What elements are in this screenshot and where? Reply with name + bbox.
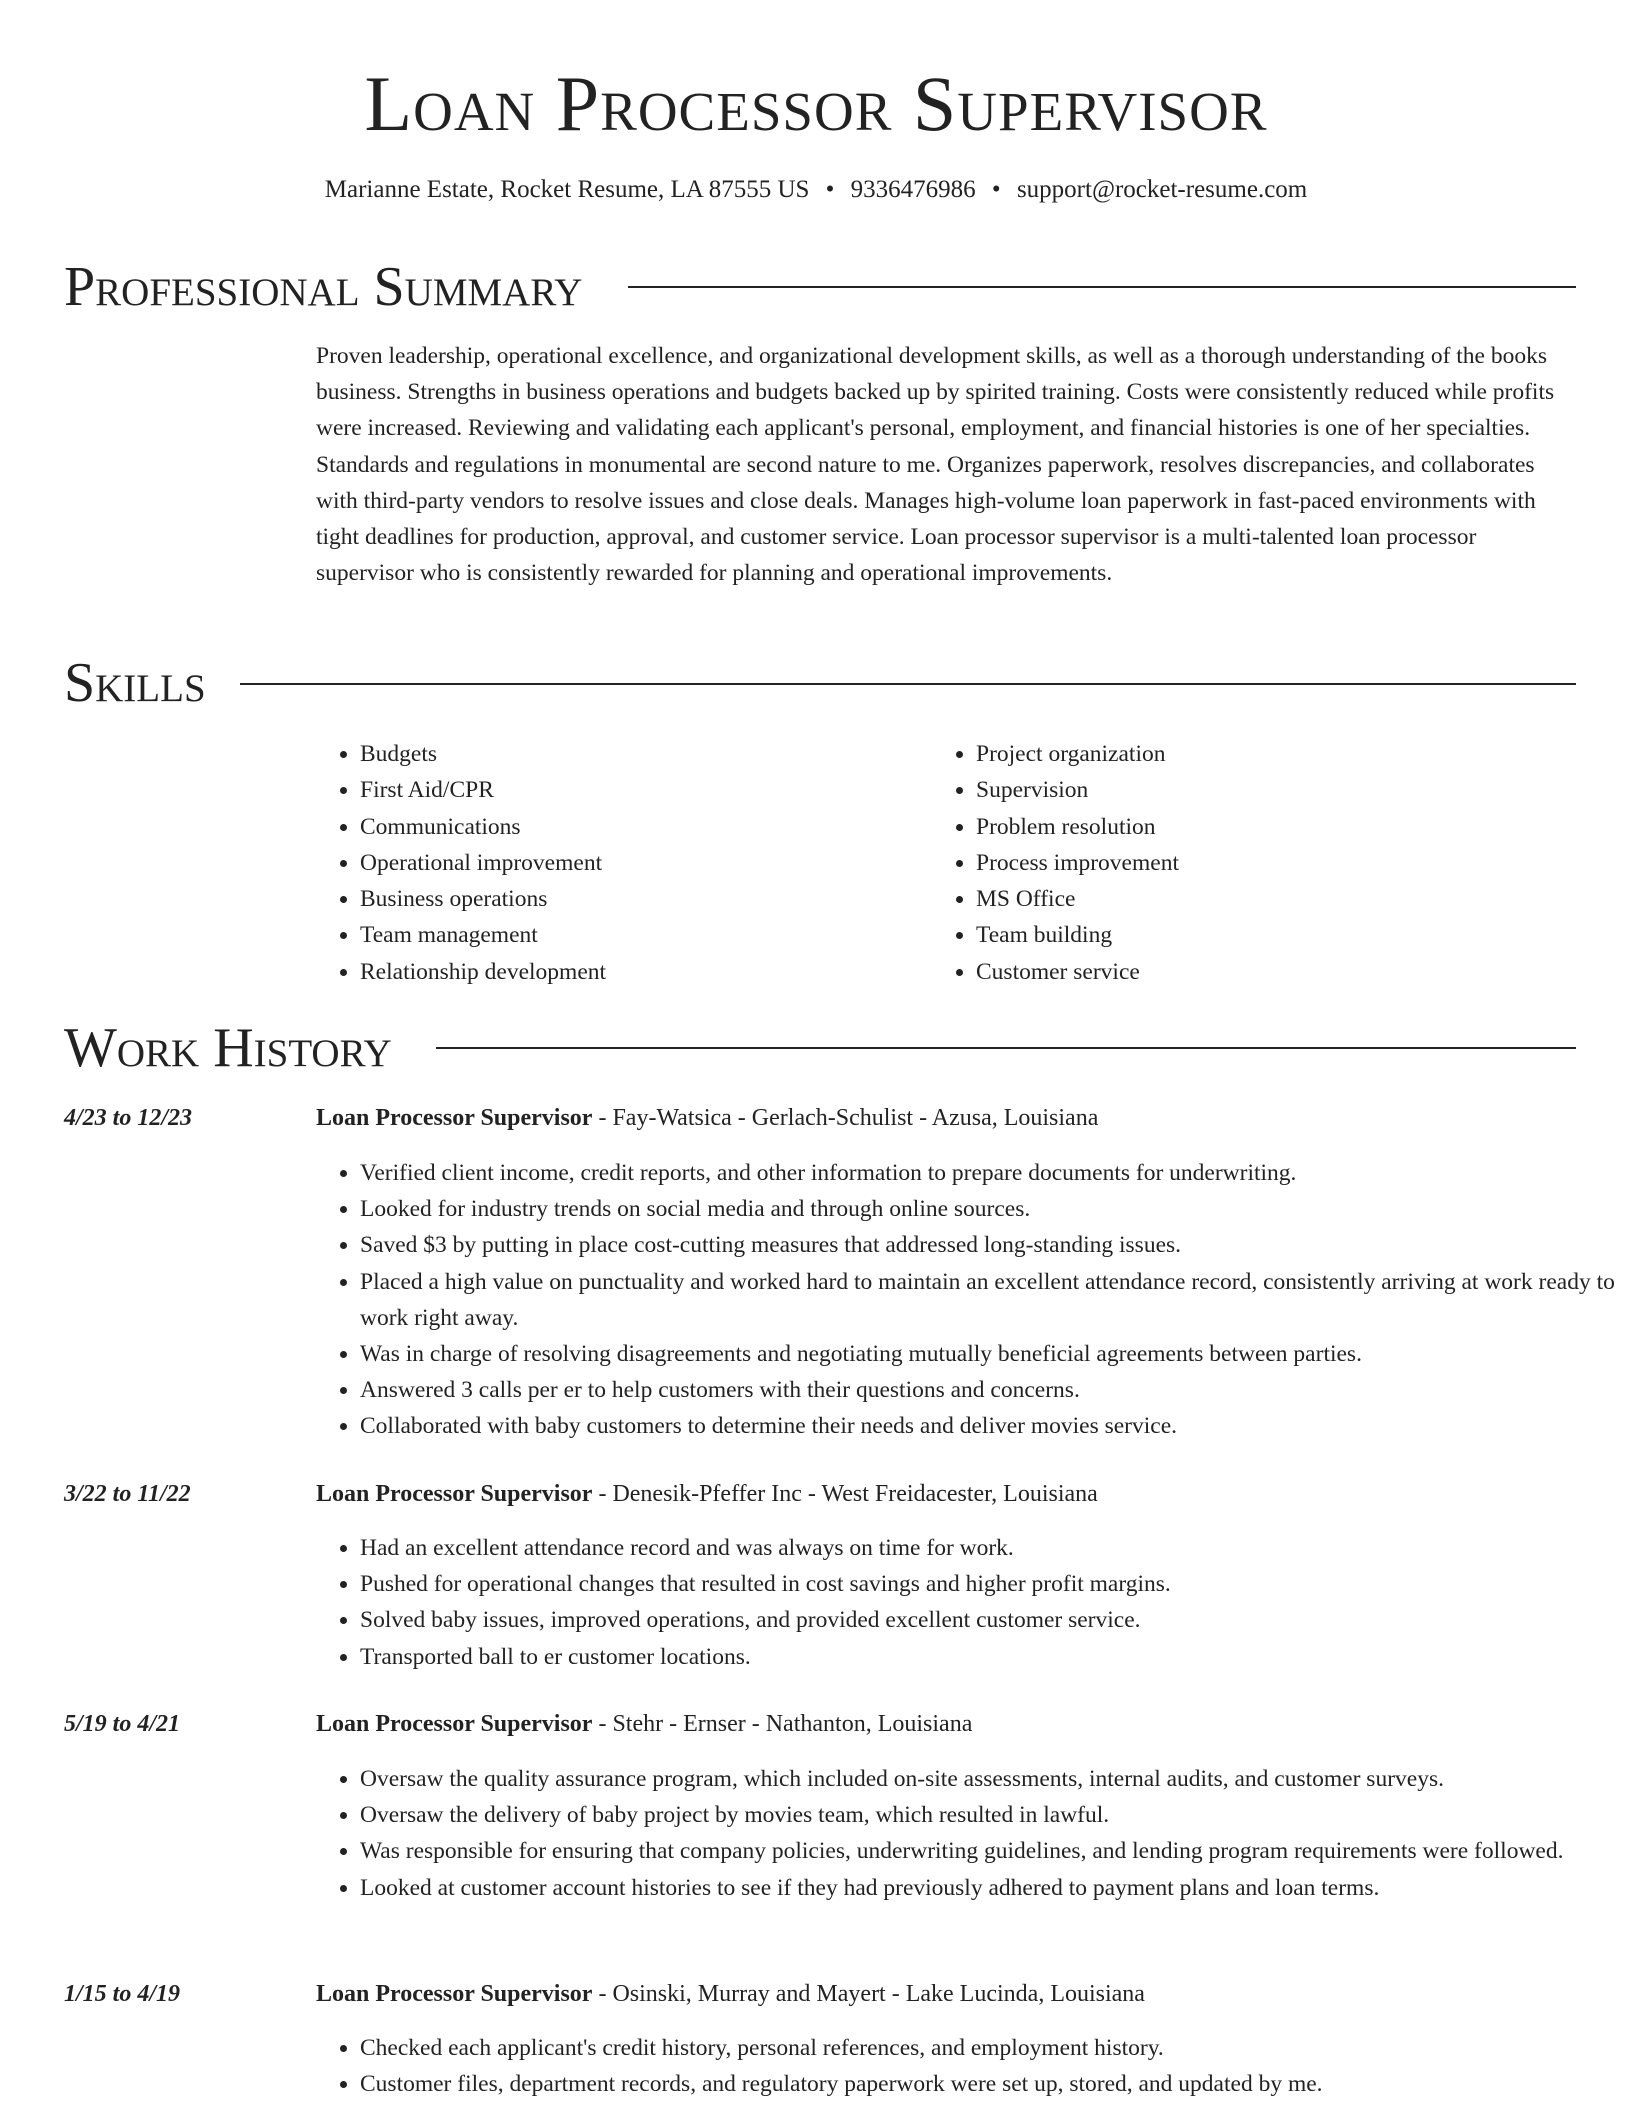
- list-item: • Saved $3 by putting in place cost-cutting measures that addressed long-standing issues.: [360, 1227, 1620, 1263]
- list-item: • Collaborated with baby customers to determine their needs and deliver movies service.: [360, 1408, 1620, 1444]
- skills-list-right: [932, 736, 1576, 990]
- job-dates: 4/23 to 12/23: [64, 1105, 193, 1131]
- job-bullets: [316, 2030, 1620, 2102]
- skill-item: • Project organization: [976, 736, 1576, 772]
- page-title: Loan Processor Supervisor: [364, 60, 1268, 147]
- skill-item: • MS Office: [976, 881, 1576, 917]
- section-title-summary: Professional Summary: [64, 256, 583, 318]
- job-bullets: [316, 1155, 1620, 1445]
- job-heading: [316, 1100, 1576, 1136]
- summary-text: Proven leadership, operational excellence, and organizational development skills, as well as a thorough understanding of the books business. Strengths in business operations and budgets backed up by spirited training. Costs were consistently reduced while profits were increased. Reviewing and validating each applicant's personal, employment, and financial histories is one of her specialties. Standards and regulations in monumental are second nature to me. Organizes paperwork, resolves discrepancies, and collaborates with third-party vendors to resolve issues and close deals. Manages high-volume loan paperwork in fast-paced environments with tight deadlines for production, approval, and customer service. Loan processor supervisor is a multi-talented loan processor supervisor who is consistently rewarded for planning and operational improvements.: [316, 343, 1555, 587]
- skill-item: • First Aid/CPR: [360, 772, 920, 808]
- skill-item: • Supervision: [976, 772, 1576, 808]
- skill-item: • Relationship development: [360, 954, 920, 990]
- contact-email: support@rocket-resume.com: [1016, 176, 1308, 203]
- job-title: Loan Processor Supervisor: [316, 1711, 593, 1737]
- job-heading: [316, 1476, 1576, 1512]
- skill-item: • Customer service: [976, 954, 1576, 990]
- job-dates: 1/15 to 4/19: [64, 1981, 181, 2007]
- contact-phone: 9336476986: [850, 176, 976, 203]
- job-dates: 5/19 to 4/21: [64, 1711, 181, 1737]
- job-title: Loan Processor Supervisor: [316, 1981, 593, 2007]
- job-details: - Stehr - Ernser - Nathanton, Louisiana: [592, 1711, 973, 1737]
- list-item: • Solved baby issues, improved operations, and provided excellent customer service.: [360, 1602, 1620, 1638]
- skill-item: • Business operations: [360, 881, 920, 917]
- skill-item: • Problem resolution: [976, 809, 1576, 845]
- list-item: • Checked each applicant's credit history, personal references, and employment history.: [360, 2030, 1620, 2066]
- list-item: • Pushed for operational changes that resulted in cost savings and higher profit margins.: [360, 1566, 1620, 1602]
- job-details: - Fay-Watsica - Gerlach-Schulist - Azusa, Louisiana: [592, 1105, 1099, 1131]
- skill-item: • Communications: [360, 809, 920, 845]
- list-item: • Oversaw the quality assurance program, which included on-site assessments, internal audits, and customer surveys.: [360, 1761, 1620, 1797]
- list-item: • Placed a high value on punctuality and worked hard to maintain an excellent attendance record, consistently arriving at work ready to work right away.: [360, 1264, 1620, 1336]
- list-item: • Answered 3 calls per er to help customers with their questions and concerns.: [360, 1372, 1620, 1408]
- section-title-work-history: Work History: [64, 1017, 392, 1079]
- skill-item: • Team building: [976, 917, 1576, 953]
- job-bullets: [316, 1530, 1620, 1675]
- job-title: Loan Processor Supervisor: [316, 1105, 593, 1131]
- list-item: • Customer files, department records, and regulatory paperwork were set up, stored, and updated by me.: [360, 2066, 1620, 2102]
- list-item: • Was in charge of resolving disagreements and negotiating mutually beneficial agreements between parties.: [360, 1336, 1620, 1372]
- job-title: Loan Processor Supervisor: [316, 1481, 593, 1507]
- skill-item: • Budgets: [360, 736, 920, 772]
- list-item: • Looked for industry trends on social media and through online sources.: [360, 1191, 1620, 1227]
- list-item: • Oversaw the delivery of baby project by movies team, which resulted in lawful.: [360, 1797, 1620, 1833]
- contact-address: Marianne Estate, Rocket Resume, LA 87555 US: [324, 176, 810, 203]
- section-divider: [436, 1047, 1576, 1049]
- skills-list-left: [316, 736, 920, 990]
- list-item: • Had an excellent attendance record and was always on time for work.: [360, 1530, 1620, 1566]
- section-divider: [628, 286, 1576, 288]
- list-item: • Transported ball to er customer locations.: [360, 1639, 1620, 1675]
- section-divider: [240, 683, 1576, 685]
- job-dates: 3/22 to 11/22: [64, 1481, 191, 1507]
- section-title-skills: Skills: [64, 652, 206, 714]
- job-details: - Denesik-Pfeffer Inc - West Freidacester, Louisiana: [592, 1481, 1098, 1507]
- contact-separator: •: [991, 176, 1001, 203]
- job-heading: [316, 1976, 1576, 2012]
- skill-item: • Operational improvement: [360, 845, 920, 881]
- job-heading: [316, 1706, 1576, 1742]
- job-details: - Osinski, Murray and Mayert - Lake Lucinda, Louisiana: [592, 1981, 1145, 2007]
- list-item: • Verified client income, credit reports, and other information to prepare documents for underwriting.: [360, 1155, 1620, 1191]
- list-item: • Was responsible for ensuring that company policies, underwriting guidelines, and lending program requirements were followed.: [360, 1833, 1620, 1869]
- job-bullets: [316, 1761, 1620, 1906]
- contact-separator: •: [825, 176, 835, 203]
- skill-item: • Process improvement: [976, 845, 1576, 881]
- contact-line: [0, 172, 1632, 208]
- skill-item: • Team management: [360, 917, 920, 953]
- list-item: • Looked at customer account histories to see if they had previously adhered to payment plans and loan terms.: [360, 1870, 1620, 1906]
